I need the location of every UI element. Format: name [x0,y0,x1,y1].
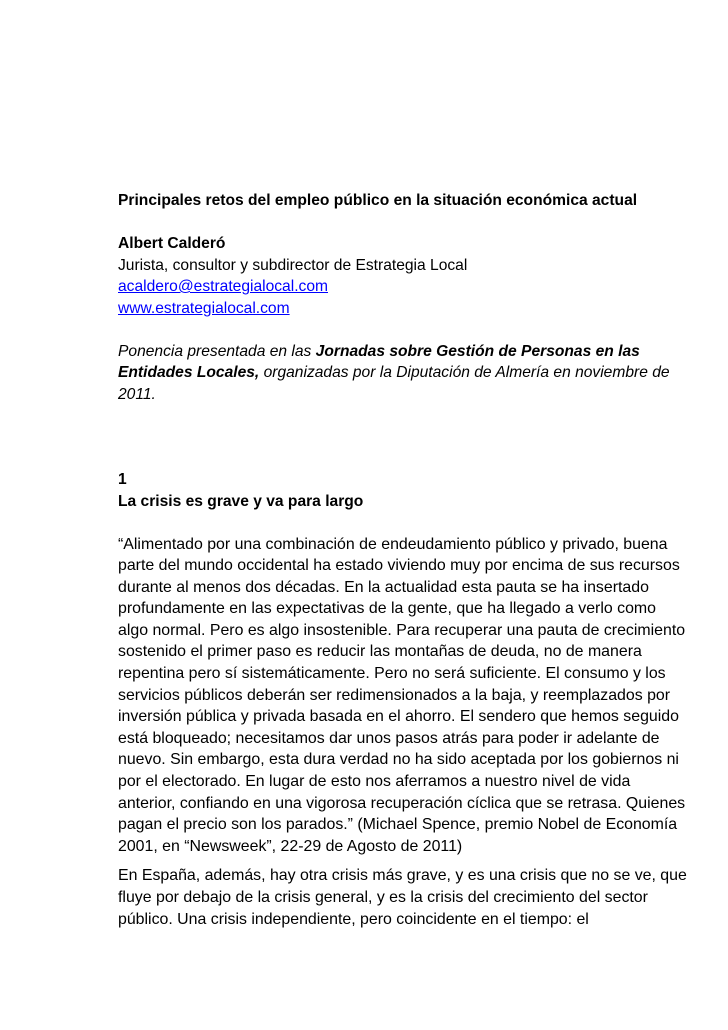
author-role: Jurista, consultor y subdirector de Estrategia Local [118,256,468,274]
author-website-link[interactable]: www.estrategialocal.com [118,299,290,317]
intro-paragraph [118,341,688,406]
section-heading: La crisis es grave y va para largo [118,492,364,510]
section-header [118,469,688,512]
document-page [118,190,688,930]
section-number: 1 [118,471,127,488]
document-title: Principales retos del empleo público en la situación económica actual [118,192,638,209]
author-block [118,233,688,319]
quote-paragraph: “Alimentado por una combinación de endeudamiento público y privado, buena parte del mundo occidental ha estado viviendo muy por encima de sus recursos durante al menos dos décadas. En la actualidad esta pauta se ha insertado profundamente en las expectativas de la gente, que ha llegado a verlo como algo normal. Pero es algo insostenible. Para recuperar una pauta de crecimiento sostenido el primer paso es reducir las montañas de deuda, no de manera repentina pero sí sistemáticamente. Pero no será suficiente. El consumo y los servicios públicos deberán ser redimensionados a la baja, y reemplazados por inversión pública y privada basada en el ahorro. El sendero que hemos seguido está bloqueado; necesitamos dar unos pasos atrás para poder ir adelante de nuevo. Sin embargo, esta dura verdad no ha sido aceptada por los gobiernos ni por el electorado. En lugar de esto nos aferramos a nuestro nivel de vida anterior, confiando en una vigorosa recuperación cíclica que se retrasa. Quienes pagan el precio son los parados.” (Michael Spence, premio Nobel de Economía 2001, en “Newsweek”, 22-29 de Agosto de 2011) [118,535,686,855]
author-name: Albert Calderó [118,235,226,252]
body-paragraph: En España, además, hay otra crisis más grave, y es una crisis que no se ve, que fluye por debajo de la crisis general, y es la crisis del crecimiento del sector público. Una crisis independiente, pero coincidente en el tiempo: el [118,867,687,928]
intro-prefix: Ponencia presentada en las [118,342,316,360]
intro-event-name: Jornadas sobre Gestión de Personas en las Entidades Locales, [118,342,640,381]
intro-suffix: organizadas por la Diputación de Almería en noviembre de 2011. [118,364,670,403]
author-email-link[interactable]: acaldero@estrategialocal.com [118,278,328,295]
